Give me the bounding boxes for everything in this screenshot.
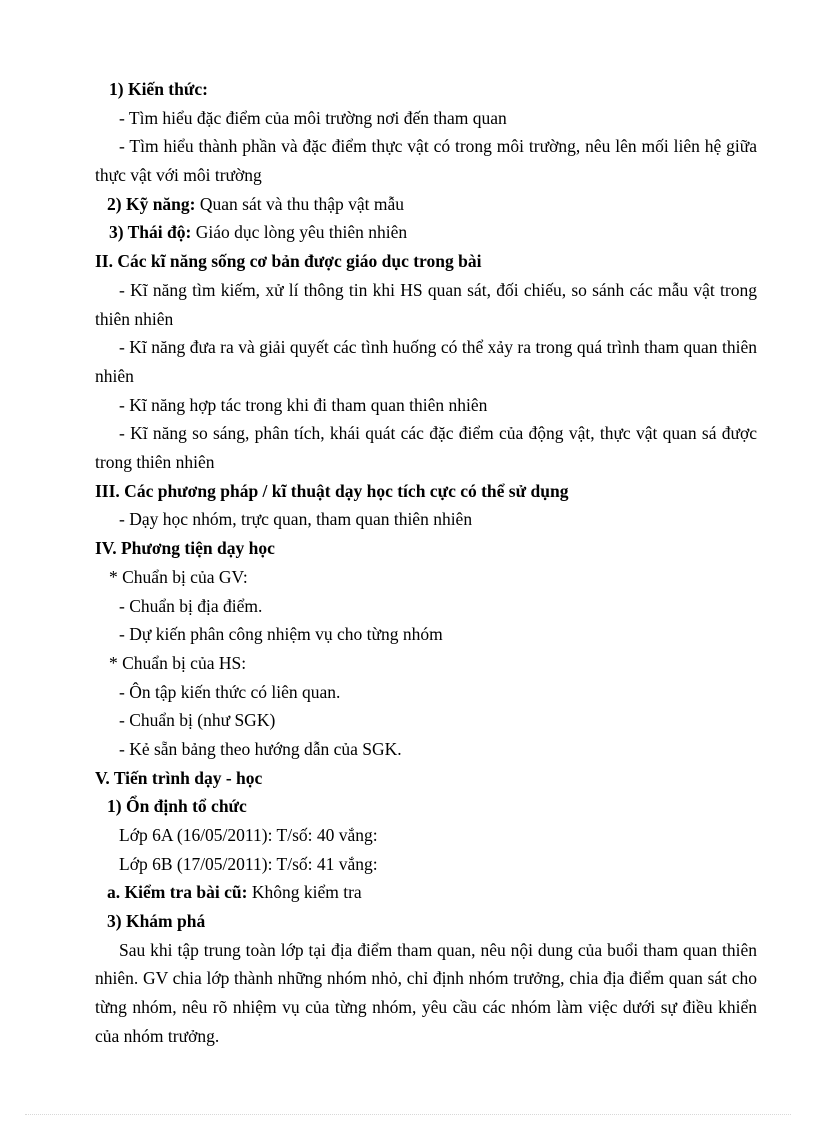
heading-organization: 1) Ổn định tổ chức (107, 796, 247, 817)
student-prep-item-2: - Chuẩn bị (như SGK) (119, 710, 276, 731)
teacher-prep-item-2: - Dự kiến phân công nhiệm vụ cho từng nhóm (119, 624, 443, 645)
heading-old-lesson-check: a. Kiểm tra bài cũ: (107, 882, 248, 903)
attitude-line (95, 218, 757, 247)
attitude-text: Giáo dục lòng yêu thiên nhiên (191, 222, 408, 243)
class-6a-attendance: Lớp 6A (16/05/2011): T/số: 40 vắng: (119, 825, 378, 845)
life-skill-item-3: - Kĩ năng hợp tác trong khi đi tham quan thiên nhiên (119, 394, 488, 415)
skill-text: Quan sát và thu thập vật mẫu (195, 193, 404, 214)
life-skill-item-1: - Kĩ năng tìm kiếm, xử lí thông tin khi HS quan sát, đối chiếu, so sánh các mẫu vật trong thiên nhiên (95, 279, 757, 329)
heading-skill: 2) Kỹ năng: (107, 193, 196, 214)
life-skill-item-2: - Kĩ năng đưa ra và giải quyết các tình huống có thể xảy ra trong quá trình tham quan thiên nhiên (95, 337, 757, 386)
page-bottom-rule (25, 1114, 791, 1115)
skill-line (95, 190, 757, 219)
heading-explore: 3) Khám phá (107, 911, 206, 932)
explore-paragraph: Sau khi tập trung toàn lớp tại địa điểm tham quan, nêu nội dung của buổi tham quan thiên nhiên. GV chia lớp thành những nhóm nhỏ, chỉ định nhóm trưởng, chia địa điểm quan sát cho từng nhóm, nêu rõ nhiệm vụ của từng nhóm, yêu cầu các nhóm làm việc dưới sự điều khiển của nhóm trưởng. (95, 939, 757, 1046)
heading-life-skills: II. Các kĩ năng sống cơ bản được giáo dục trong bài (95, 251, 482, 272)
heading-teaching-aids: IV. Phương tiện dạy học (95, 538, 275, 559)
heading-methods: III. Các phương pháp / kĩ thuật dạy học tích cực có thể sử dụng (95, 480, 569, 501)
knowledge-item-2: - Tìm hiểu thành phần và đặc điểm thực vật có trong môi trường, nêu lên mối liên hệ giữa thực vật với môi trường (95, 136, 757, 186)
old-lesson-check-text: Không kiểm tra (247, 882, 362, 903)
teacher-prep-heading: * Chuẩn bị của GV: (109, 566, 248, 587)
method-item-1: - Dạy học nhóm, trực quan, tham quan thiên nhiên (119, 509, 473, 530)
student-prep-item-3: - Kẻ sẵn bảng theo hướng dẫn của SGK. (119, 738, 402, 759)
teacher-prep-item-1: - Chuẩn bị địa điểm. (119, 595, 263, 616)
heading-procedure: V. Tiến trình dạy - học (95, 767, 263, 788)
knowledge-item-1: - Tìm hiểu đặc điểm của môi trường nơi đến tham quan (119, 107, 507, 128)
student-prep-item-1: - Ôn tập kiến thức có liên quan. (119, 681, 341, 702)
document-page (95, 75, 757, 1051)
class-6b-attendance: Lớp 6B (17/05/2011): T/số: 41 vắng: (119, 853, 378, 874)
heading-knowledge: 1) Kiến thức: (109, 79, 208, 99)
heading-attitude: 3) Thái độ: (109, 222, 192, 243)
student-prep-heading: * Chuẩn bị của HS: (109, 652, 247, 673)
old-lesson-check-line (95, 878, 757, 907)
life-skill-item-4: - Kĩ năng so sáng, phân tích, khái quát các đặc điểm của động vật, thực vật quan sá được trong thiên nhiên (95, 423, 757, 473)
